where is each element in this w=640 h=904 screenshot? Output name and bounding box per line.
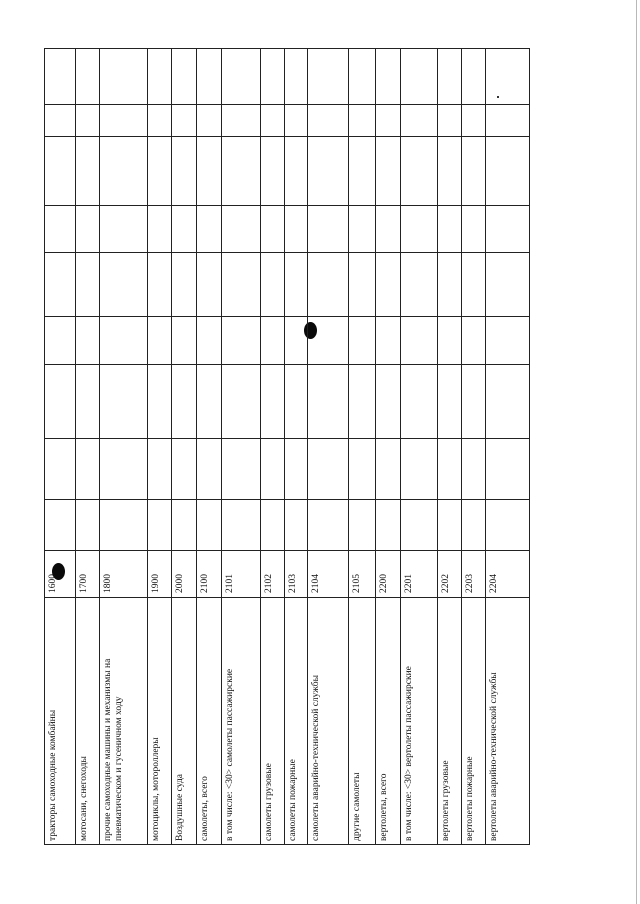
row-name-text: мотосани, снегоходы <box>79 756 89 841</box>
row-code-text: 2204 <box>489 574 499 593</box>
column-divider <box>44 205 530 206</box>
row-code-text: 2201 <box>404 574 414 593</box>
row-code-cell <box>260 550 284 597</box>
row-name-text: в том числе: <30> самолеты пассажирские <box>225 668 235 841</box>
row-code-text: 1800 <box>103 574 113 593</box>
row-code-cell <box>147 550 171 597</box>
row-name-text: вертолеты, всего <box>379 773 389 841</box>
row-name-cell <box>348 597 375 845</box>
row-name-text: в том числе: <30> вертолеты пассажирские <box>404 666 414 841</box>
row-name-cell <box>147 597 171 845</box>
row-code-text: 2101 <box>225 574 235 593</box>
row-name-text: вертолеты грузовые <box>441 760 451 841</box>
row-code-text: 1600 <box>48 574 58 593</box>
row-name-cell <box>400 597 437 845</box>
row-name-cell <box>99 597 147 845</box>
row-name-cell <box>196 597 221 845</box>
row-name-text: самолеты аварийно-технической службы <box>311 675 321 841</box>
row-name-text: самолеты, всего <box>200 776 210 841</box>
column-divider <box>44 364 530 365</box>
row-name-text: вертолеты аварийно-технической службы <box>489 672 499 841</box>
row-code-cell <box>348 550 375 597</box>
row-code-text: 2200 <box>379 574 389 593</box>
row-code-text: 2202 <box>441 574 451 593</box>
row-name-cell <box>485 597 530 845</box>
row-code-cell <box>437 550 461 597</box>
row-code-text: 2103 <box>288 574 298 593</box>
row-name-cell <box>375 597 400 845</box>
row-name-text: мотоциклы, мотороллеры <box>151 737 161 841</box>
row-code-cell <box>375 550 400 597</box>
vehicle-register-table <box>44 48 530 845</box>
column-divider <box>44 438 530 439</box>
row-name-cell <box>75 597 99 845</box>
row-name-text: самолеты грузовые <box>264 763 274 841</box>
row-name-cell <box>44 597 75 845</box>
row-name-cell <box>221 597 260 845</box>
row-name-text: вертолеты пожарные <box>465 756 475 841</box>
row-code-text: 1900 <box>151 574 161 593</box>
row-code-text: 2203 <box>465 574 475 593</box>
row-code-text: 1700 <box>79 574 89 593</box>
row-name-text: самолеты пожарные <box>288 759 298 841</box>
row-name-cell <box>461 597 485 845</box>
row-code-cell <box>284 550 307 597</box>
row-name-text: другие самолеты <box>352 772 362 841</box>
row-code-cell <box>99 550 147 597</box>
row-code-cell <box>221 550 260 597</box>
column-divider <box>44 499 530 500</box>
row-code-text: 2000 <box>175 574 185 593</box>
row-code-cell <box>171 550 196 597</box>
column-divider <box>44 48 530 49</box>
row-name-cell <box>307 597 348 845</box>
row-name-cell <box>284 597 307 845</box>
row-code-cell <box>461 550 485 597</box>
row-name-text: тракторы самоходные комбайны <box>48 709 58 841</box>
row-code-cell <box>44 550 75 597</box>
row-code-text: 2105 <box>352 574 362 593</box>
row-code-cell <box>485 550 530 597</box>
row-code-cell <box>400 550 437 597</box>
column-divider <box>44 252 530 253</box>
row-code-cell <box>75 550 99 597</box>
row-code-cell <box>307 550 348 597</box>
row-name-cell <box>171 597 196 845</box>
column-divider <box>44 316 530 317</box>
row-code-text: 2104 <box>311 574 321 593</box>
page-edge-line <box>636 0 637 904</box>
column-divider <box>44 104 530 105</box>
row-name-cell <box>437 597 461 845</box>
row-code-text: 2102 <box>264 574 274 593</box>
row-code-text: 2100 <box>200 574 210 593</box>
row-name-text: прочие самоходные машины и механизмы на пневматическом и гусеничном ходу <box>103 658 124 841</box>
row-code-cell <box>196 550 221 597</box>
row-name-text: Воздушные суда <box>175 774 185 841</box>
column-divider <box>44 136 530 137</box>
row-name-cell <box>260 597 284 845</box>
